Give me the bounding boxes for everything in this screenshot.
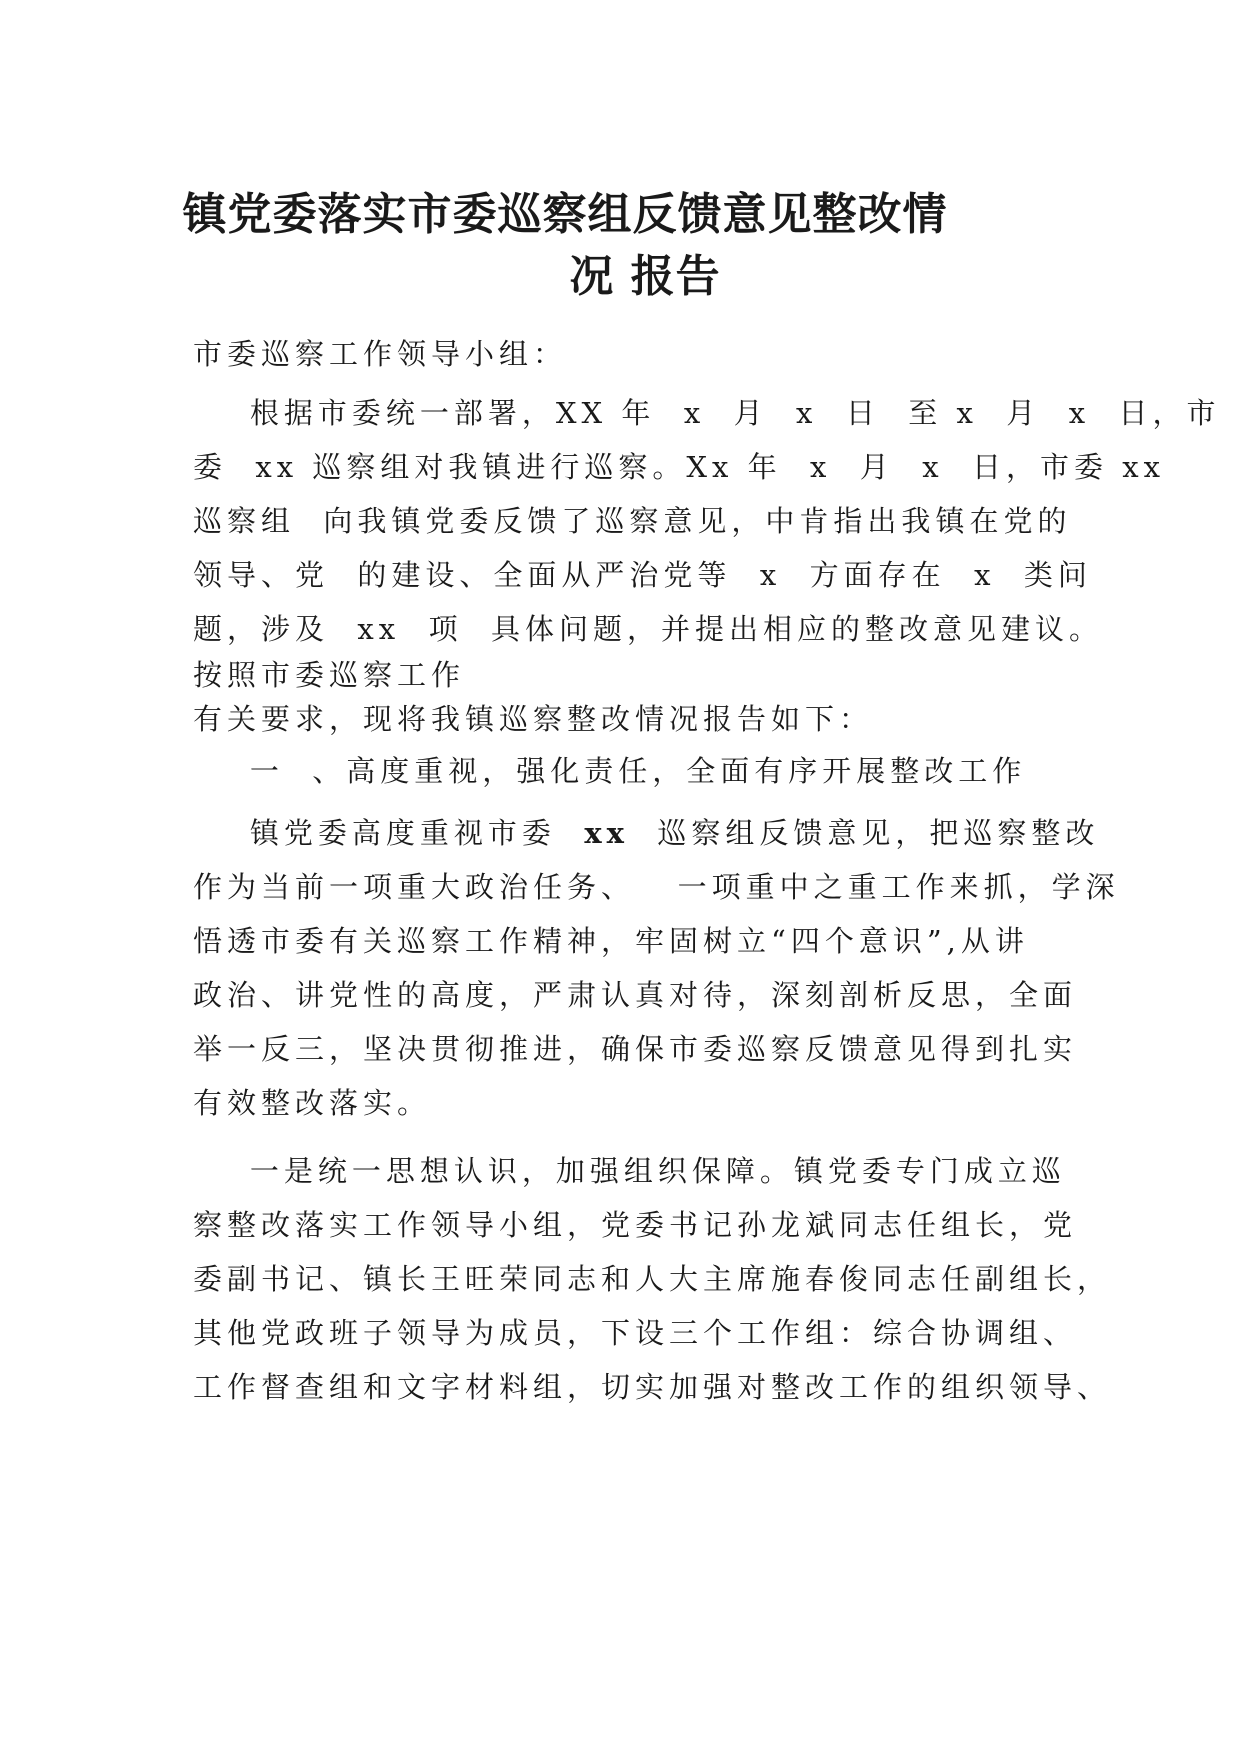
paragraph-2-line: 有效整改落实。 — [193, 1086, 432, 1120]
paragraph-1-line: 委 xx 巡察组对我镇进行巡察。Xx 年 x 月 x 日，市委 xx — [193, 450, 1165, 484]
paragraph-2-line: 政治、讲党性的高度，严肃认真对待，深刻剖析反思，全面 — [193, 978, 1078, 1012]
paragraph-2-bold-text: xx — [584, 816, 629, 850]
paragraph-3-line: 工作督查组和文字材料组，切实加强对整改工作的组织领导、 — [193, 1370, 1112, 1404]
paragraph-1-line: 按照市委巡察工作 — [193, 658, 466, 692]
paragraph-2-text: 巡察组反馈意见，把巡察整改 — [628, 816, 1100, 850]
paragraph-2-line: 悟透市委有关巡察工作精神，牢固树立“四个意识”,从讲 — [193, 924, 1029, 958]
salutation: 市委巡察工作领导小组： — [193, 337, 568, 371]
paragraph-1-line: 巡察组 向我镇党委反馈了巡察意见，中肯指出我镇在党的 — [193, 504, 1072, 538]
paragraph-3-line: 察整改落实工作领导小组，党委书记孙龙斌同志任组长，党 — [193, 1208, 1078, 1242]
paragraph-3-line: 委副书记、镇长王旺荣同志和人大主席施春俊同志任副组长， — [193, 1262, 1112, 1296]
paragraph-3-line: 一是统一思想认识，加强组织保障。镇党委专门成立巡 — [193, 1154, 1066, 1188]
paragraph-3-line: 其他党政班子领导为成员，下设三个工作组：综合协调组、 — [193, 1316, 1078, 1350]
paragraph-1-line: 领导、党 的建设、全面从严治党等 x 方面存在 x 类问 — [193, 558, 1092, 592]
paragraph-2-line: 举一反三，坚决贯彻推进，确保市委巡察反馈意见得到扎实 — [193, 1032, 1078, 1066]
paragraph-2-line — [193, 813, 1099, 853]
paragraph-1-line: 根据市委统一部署，XX 年 x 月 x 日 至 x 月 x 日，市 — [193, 396, 1221, 430]
paragraph-2-text: 镇党委高度重视市委 — [193, 816, 585, 850]
document-title-line-1: 镇党委落实市委巡察组反馈意见整改情 — [182, 189, 948, 240]
paragraph-1-line: 题，涉及 xx 项 具体问题，并提出相应的整改意见建议。 — [193, 612, 1104, 646]
paragraph-2-line: 作为当前一项重大政治任务、 一项重中之重工作来抓，学深 — [193, 870, 1120, 904]
section-heading-1: 一 、高度重视，强化责任，全面有序开展整改工作 — [193, 754, 1027, 788]
document-title-line-2: 况 报告 — [569, 251, 721, 302]
paragraph-1-line: 有关要求，现将我镇巡察整改情况报告如下： — [193, 702, 874, 736]
